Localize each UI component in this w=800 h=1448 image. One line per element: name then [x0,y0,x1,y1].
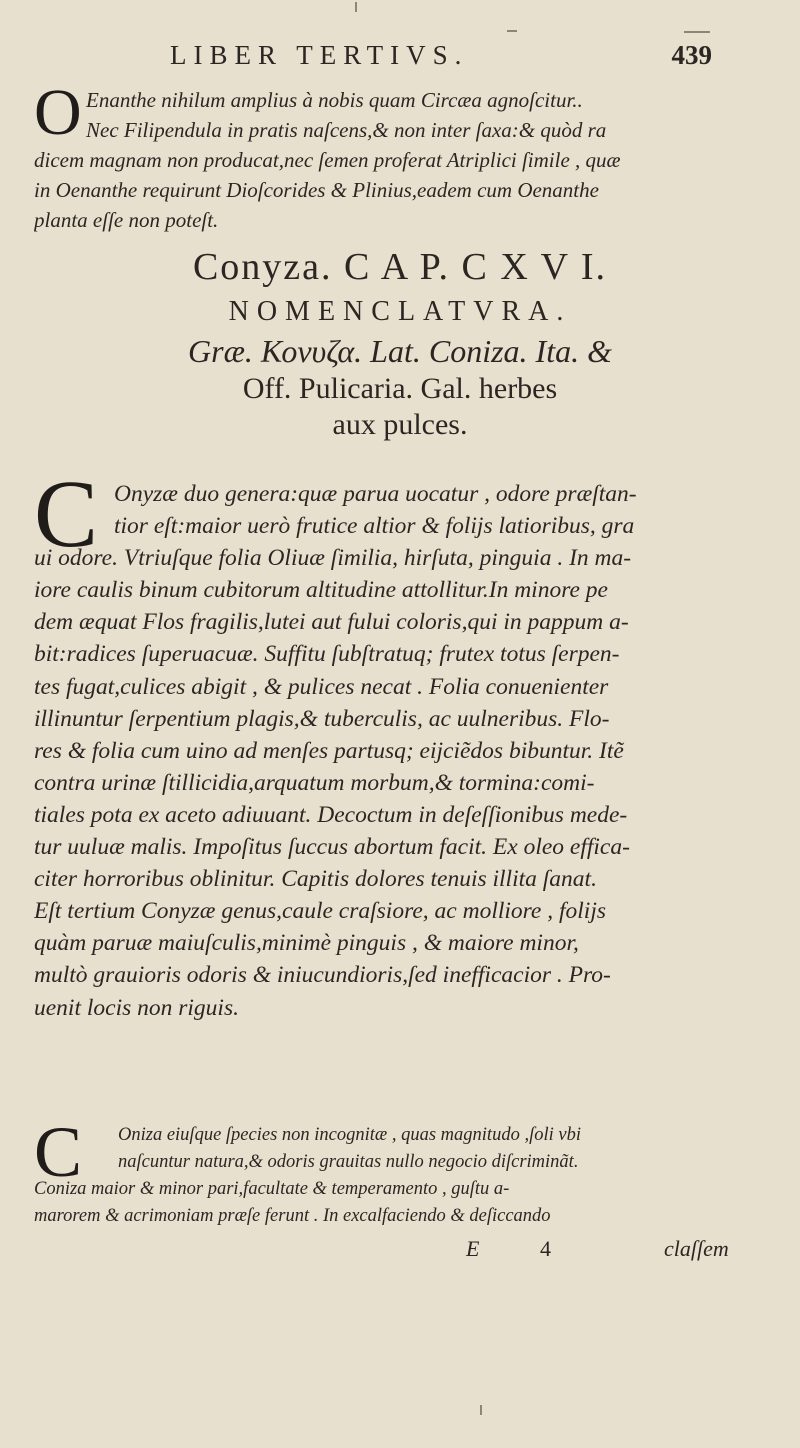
text-line: dem æquat Flos fragilis,lutei aut fului coloris,qui in pappum a- [34,609,629,636]
text-line: naſcuntur natura,& odoris grauitas nullo negocio diſcriminãt. [118,1152,579,1172]
signature-number: 4 [540,1236,551,1261]
text-line: Enanthe nihilum amplius à nobis quam Circæa agnoſcitur.. [86,88,583,112]
text-line: contra urinæ ſtillicidia,arquatum morbum,& tormina:comi- [34,769,595,796]
page-blemish-mark [507,30,517,32]
drop-cap: C [34,1112,83,1192]
page-blemish-mark [355,2,357,12]
names-line: Græ. Κονυζα. Lat. Coniza. Ita. & [188,333,612,369]
signature-mark: E [466,1236,480,1261]
text-line: Nec Filipendula in pratis naſcens,& non inter ſaxa:& quòd ra [86,118,607,142]
text-line: Oniza eiuſque ſpecies non incognitæ , quas magnitudo ,ſoli vbi [118,1125,581,1145]
text-line: tur uuluæ malis. Impoſitus ſuccus abortum facit. Ex oleo effica- [34,834,630,861]
page-blemish-mark [684,31,710,33]
text-line: ui odore. Vtriuſque folia Oliuæ ſimilia, hirſuta, pinguia . In ma- [34,545,632,572]
text-line: citer horroribus oblinitur. Capitis dolores tenuis illita ſanat. [34,866,597,893]
text-line: quàm paruæ maiuſculis,minimè pinguis , & maiore minor, [34,930,579,957]
drop-cap: O [34,76,82,149]
page-number: 439 [671,40,712,70]
text-line: dicem magnam non producat,nec ſemen proferat Atriplici ſimile , quæ [34,148,621,172]
text-line: multò grauioris odoris & iniucundioris,ſed inefficacior . Pro- [34,962,611,989]
main-paragraph [34,460,734,1024]
page-footer [0,1236,800,1276]
commentary-paragraph [34,1112,734,1230]
intro-paragraph [34,76,734,235]
text-line: marorem & acrimoniam præſe ferunt . In excalfaciendo & deſiccando [34,1206,551,1226]
running-head: LIBER TERTIVS. [170,40,469,70]
text-line: tes fugat,culices abigit , & pulices necat . Folia conuenienter [34,673,609,700]
text-line: tiales pota ex aceto adiuuant. Decoctum in deſeſſionibus mede- [34,801,628,828]
chapter-title: Conyza. C A P. C X V I. [192,246,608,288]
text-line: Coniza maior & minor pari,facultate & temperamento , guſtu a- [34,1179,510,1199]
nomenclature-heading: NOMENCLATVRA. [228,296,572,327]
text-line: res & folia cum uino ad menſes partusq; eijciẽdos bibuntur. Itẽ [34,737,624,764]
text-line: in Oenanthe requirunt Dioſcorides & Plinius,eadem cum Oenanthe [34,178,599,202]
catchword: claſſem [664,1236,729,1261]
text-line: iore caulis binum cubitorum altitudine attollitur.In minore pe [34,577,608,604]
names-line: Off. Pulicaria. Gal. herbes [242,372,558,405]
drop-cap: C [34,460,99,567]
page-header [170,40,730,80]
names-line: aux pulces. [332,408,468,441]
text-line: planta eſſe non poteſt. [34,208,219,232]
text-line: tior eſt:maior uerò frutice altior & folijs latioribus, gra [114,513,635,540]
text-line: Eſt tertium Conyzæ genus,caule craſsiore, ac molliore , folijs [34,898,606,925]
text-line: Onyzæ duo genera:quæ parua uocatur , odore præſtan- [114,481,637,507]
text-line: bit:radices ſuperuacuæ. Suffitu ſubſtratuq; frutex totus ſerpen- [34,641,620,668]
page-blemish-mark [480,1405,482,1415]
text-line: illinuntur ſerpentium plagis,& tuberculis, ac uulneribus. Flo- [34,705,610,732]
text-line: uenit locis non riguis. [34,994,239,1021]
